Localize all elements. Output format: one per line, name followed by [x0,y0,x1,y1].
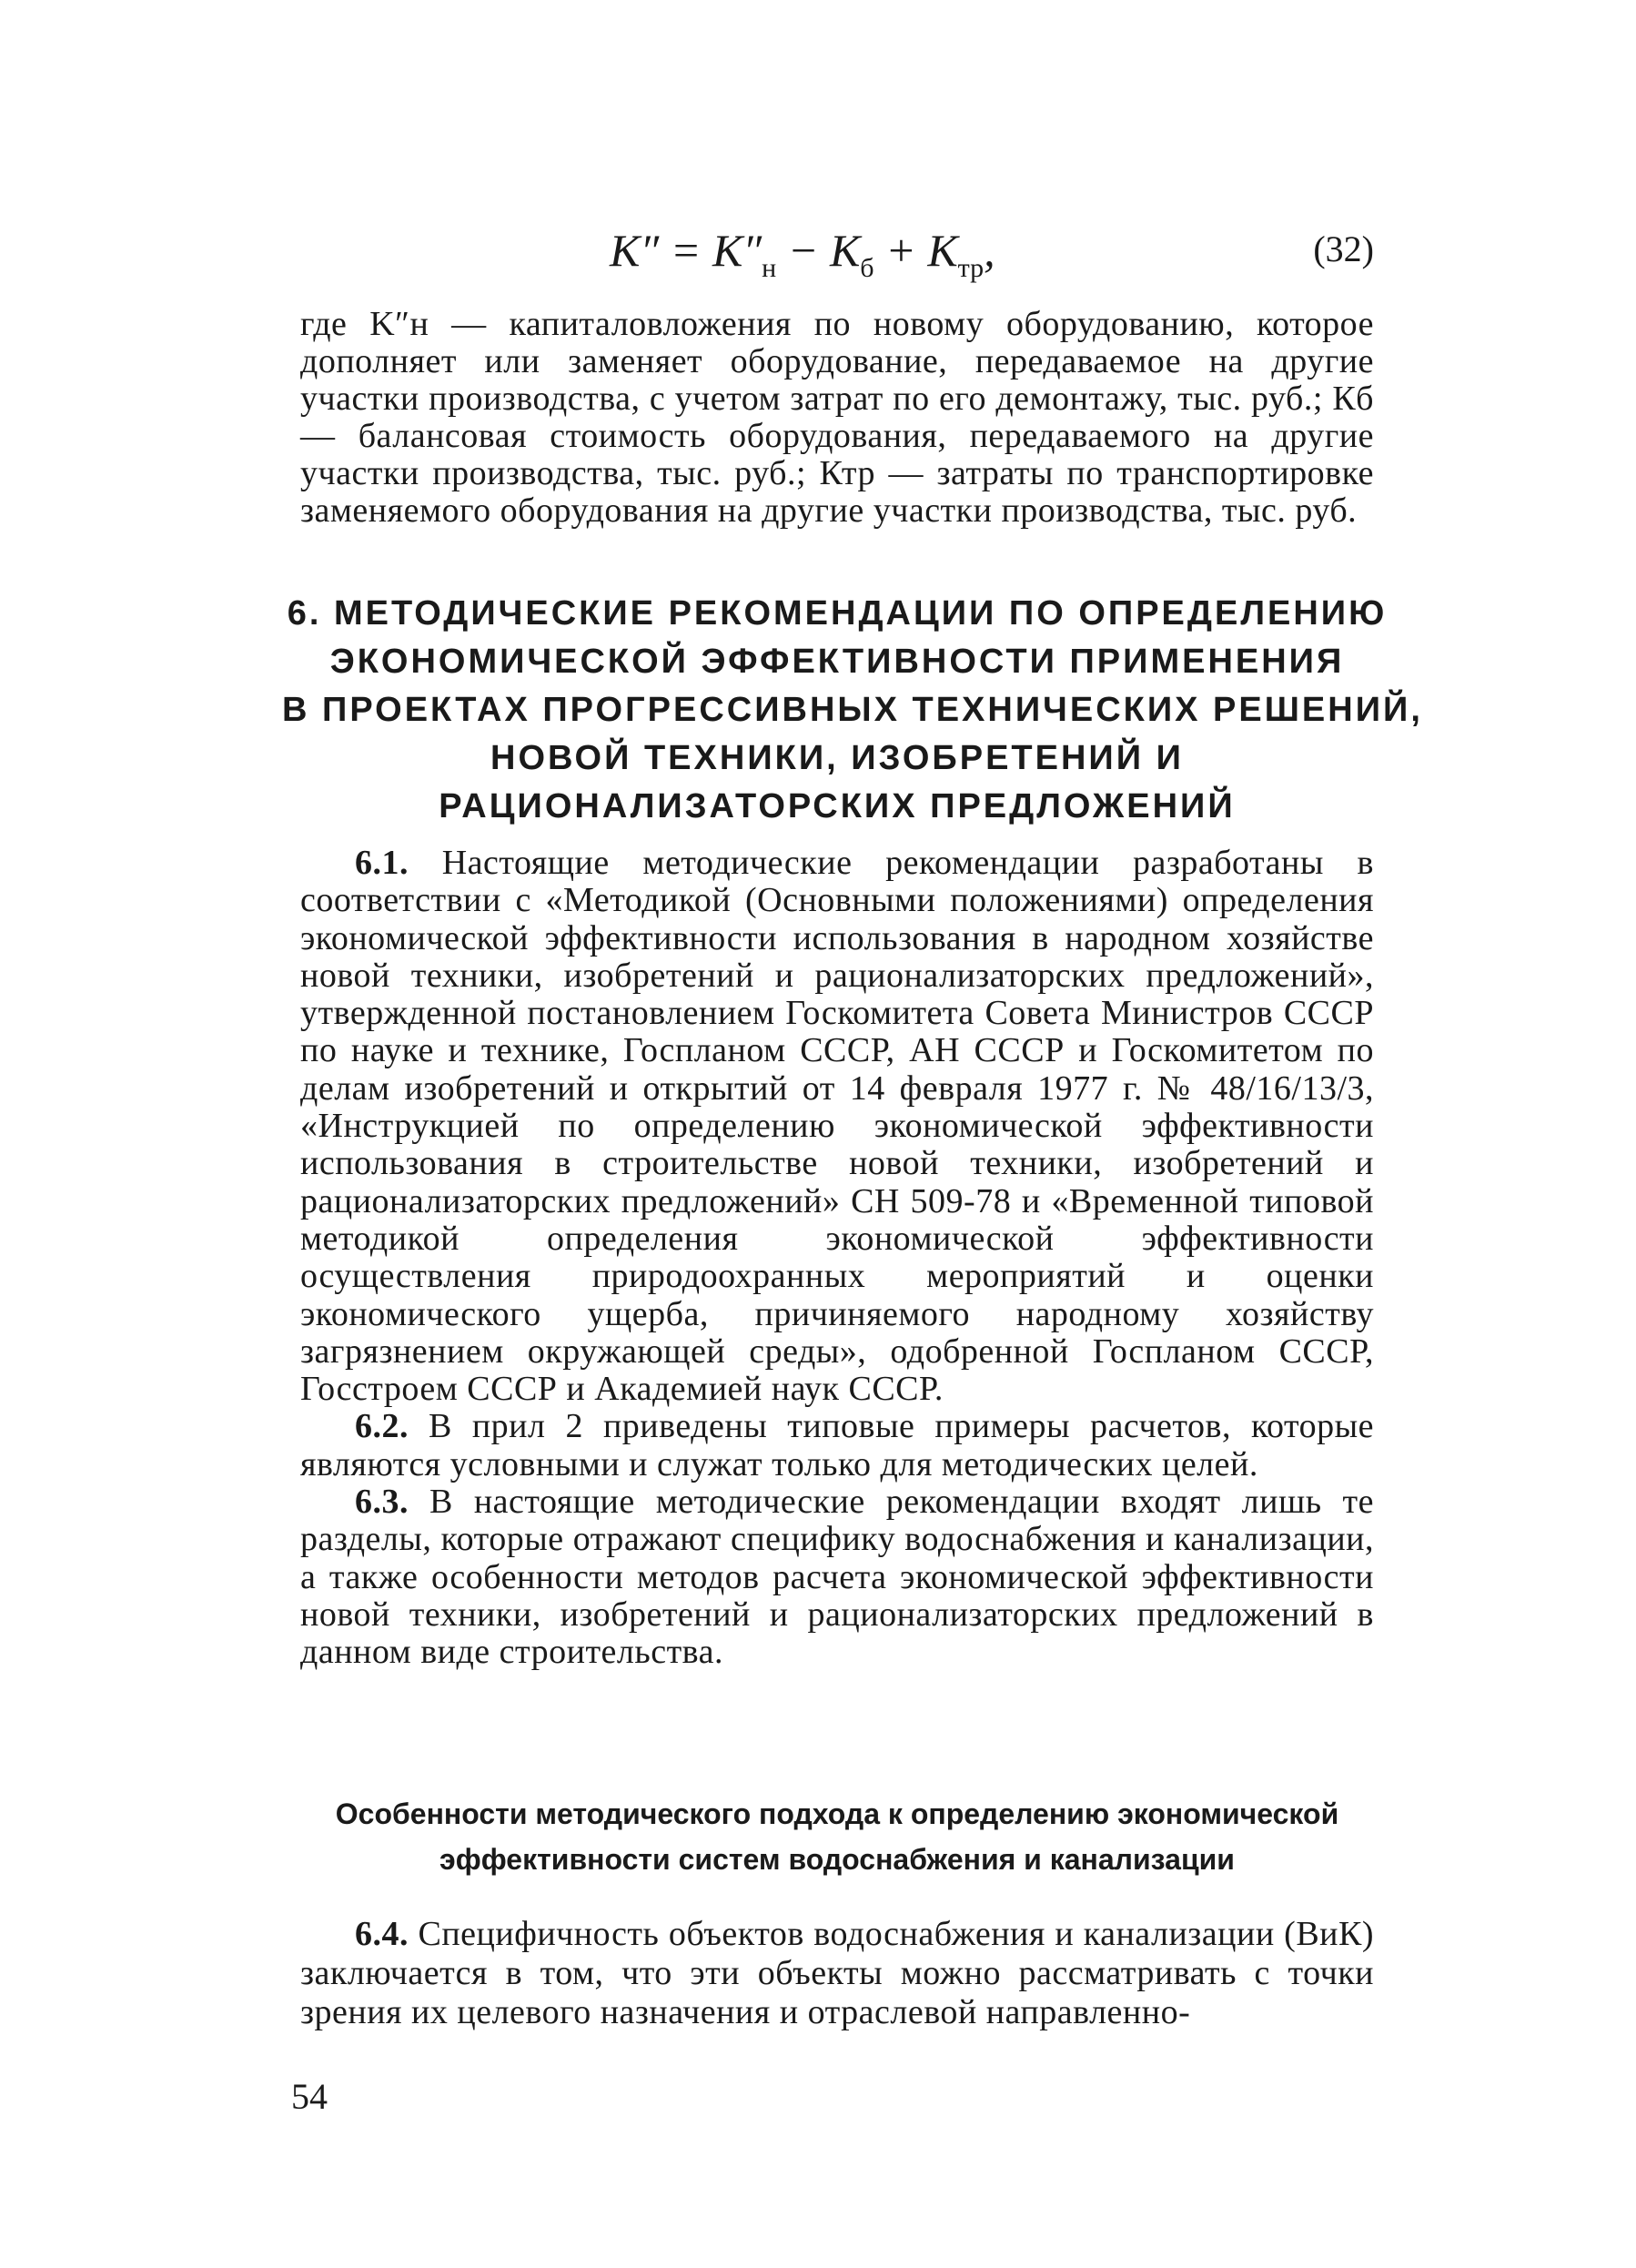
paragraph-number: 6.1. [355,844,409,882]
paragraph-number: 6.4. [355,1915,409,1953]
paragraph-number: 6.3. [355,1483,409,1522]
formula-k-tr: K [927,225,958,276]
paragraph-6-1 [300,845,1374,1408]
formula-k-tr-sub: тр [957,253,985,283]
page-number: 54 [291,2076,328,2117]
section-heading-line: ЭКОНОМИЧЕСКОЙ ЭФФЕКТИВНОСТИ ПРИМЕНЕНИЯ [329,643,1345,681]
subsection-heading [291,1791,1383,1882]
paragraph-number: 6.2. [355,1407,409,1446]
where-paragraph-block [300,306,1374,530]
subsection-heading-line: эффективности систем водоснабжения и канализации [439,1843,1235,1876]
formula-expression [610,224,995,284]
subsection-heading-line: Особенности методического подхода к определению экономической [335,1797,1339,1830]
formula-tail: , [984,225,995,276]
section-heading-line: 6. МЕТОДИЧЕСКИЕ РЕКОМЕНДАЦИИ ПО ОПРЕДЕЛЕНИЮ [287,594,1388,633]
paragraph-6-2 [300,1408,1374,1483]
section-heading-line: НОВОЙ ТЕХНИКИ, ИЗОБРЕТЕНИЙ И [490,739,1184,777]
body-paragraphs [300,845,1374,1672]
formula-k-n: K″ [712,225,762,276]
formula-k-n-sub: н [762,253,777,283]
formula-plus: + [874,225,928,276]
section-heading [282,590,1423,831]
formula-k-b: K [829,225,861,276]
formula-number: (32) [1313,228,1374,269]
where-paragraph: где K″н — капиталовложения по новому оборудованию, которое дополняет или заменяет оборудование, передаваемое на другие участки производства, с учетом затрат по его демонтажу, тыс. руб.; Кб — балансовая стоимость оборудования, передаваемого на другие участки производства, тыс. руб.; Ктр — затраты по транспортировке заменяемого оборудования на другие участки производства, тыс. руб. [300,305,1374,530]
paragraph-6-4 [300,1915,1374,2032]
formula-eq: = [659,225,712,276]
section-heading-line: В ПРОЕКТАХ ПРОГРЕССИВНЫХ ТЕХНИЧЕСКИХ РЕШЕНИЙ, [282,691,1423,729]
paragraph-text: В настоящие методические рекомендации входят лишь те разделы, которые отражают специфику водоснабжения и канализации, а также особенности методов расчета экономической эффективности новой техники, изобретений и рационализаторских предложений в данном виде строительства. [300,1483,1374,1672]
paragraph-text: Настоящие методические рекомендации разработаны в соответствии с «Методикой (Основными положениями) определения экономической эффективности использования в народном хозяйстве новой техники, изобретений и рационализаторских предложений», утвержденной постановлением Госкомитета Совета Министров СССР по науке и технике, Госпланом СССР, АН СССР и Госкомитетом по делам изобретений и открытий от 14 февраля 1977 г. № 48/16/13/3, «Инструкцией по определению экономической эффективности использования в строительстве новой техники, изобретений и рационализаторских предложений» СН 509-78 и «Временной типовой методикой определения экономической эффективности осуществления природоохранных мероприятий и оценки экономического ущерба, причиняемого народному хозяйству загрязнением окружающей среды», одобренной Госпланом СССР, Госстроем СССР и Академией наук СССР. [300,844,1374,1409]
formula-32 [300,215,1374,288]
paragraph-text: В прил 2 приведены типовые примеры расчетов, которые являются условными и служат только для методических целей. [300,1407,1374,1483]
paragraph-6-4-block [300,1915,1374,2032]
section-heading-line: РАЦИОНАЛИЗАТОРСКИХ ПРЕДЛОЖЕНИЙ [439,787,1236,825]
formula-minus: − [776,225,830,276]
paragraph-text: Специфичность объектов водоснабжения и канализации (ВиК) заключается в том, что эти объекты можно рассматривать с точки зрения их целевого назначения и отраслевой направленно- [300,1915,1374,2031]
paragraph-6-3 [300,1483,1374,1671]
formula-k-b-sub: б [860,253,874,283]
formula-lhs: K″ [610,225,660,276]
